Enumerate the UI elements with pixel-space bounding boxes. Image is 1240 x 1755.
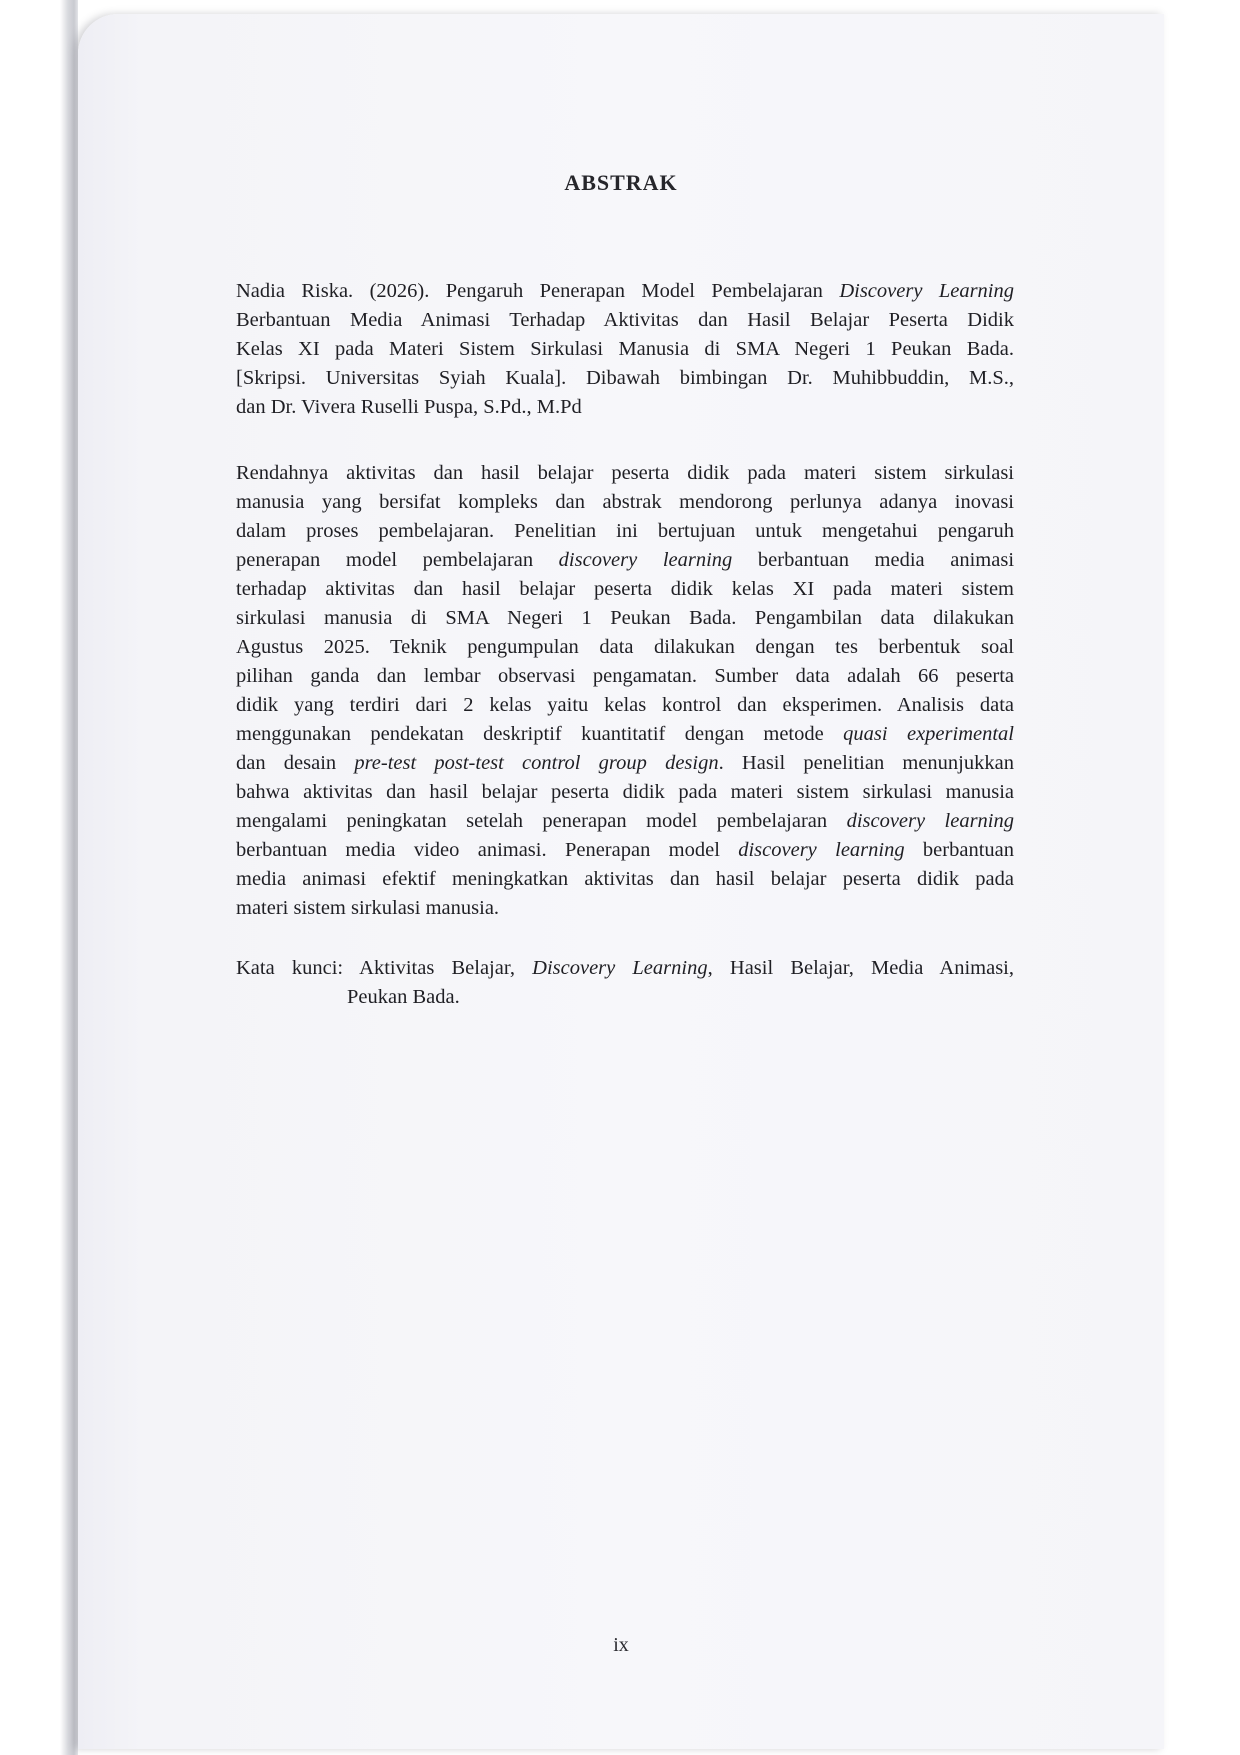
page-number: ix xyxy=(613,1634,629,1656)
page-title: ABSTRAK xyxy=(564,170,678,195)
keywords-block xyxy=(236,954,1014,1012)
citation-block xyxy=(236,277,1014,422)
abstract-line: Agustus 2025. Teknik pengumpulan data dilakukan dengan tes berbentuk soal xyxy=(236,636,1014,658)
abstract-line: penerapan model pembelajaran discovery learning berbantuan media animasi xyxy=(236,549,1015,571)
abstract-body xyxy=(236,459,1014,923)
abstract-line: terhadap aktivitas dan hasil belajar peserta didik kelas XI pada materi sistem xyxy=(236,578,1014,600)
abstract-line: didik yang terdiri dari 2 kelas yaitu kelas kontrol dan eksperimen. Analisis data xyxy=(236,694,1014,716)
abstract-line: media animasi efektif meningkatkan aktivitas dan hasil belajar peserta didik pada xyxy=(236,868,1014,890)
abstract-line: bahwa aktivitas dan hasil belajar peserta didik pada materi sistem sirkulasi manusia xyxy=(236,781,1014,803)
abstract-line: menggunakan pendekatan deskriptif kuantitatif dengan metode quasi experimental xyxy=(236,723,1014,745)
abstract-line: Rendahnya aktivitas dan hasil belajar peserta didik pada materi sistem sirkulasi xyxy=(236,462,1014,484)
citation-line: Nadia Riska. (2026). Pengaruh Penerapan Model Pembelajaran Discovery Learning xyxy=(236,280,1014,302)
abstract-line: berbantuan media video animasi. Penerapan model discovery learning berbantuan xyxy=(236,839,1015,861)
scanner-edge-shadow xyxy=(0,0,78,1755)
abstract-line: pilihan ganda dan lembar observasi pengamatan. Sumber data adalah 66 peserta xyxy=(236,665,1014,687)
abstract-line: dan desain pre-test post-test control group design. Hasil penelitian menunjukkan xyxy=(236,752,1014,774)
abstract-line: mengalami peningkatan setelah penerapan model pembelajaran discovery learning xyxy=(236,810,1014,832)
keywords-line: Kata kunci: Aktivitas Belajar, Discovery Learning, Hasil Belajar, Media Animasi, xyxy=(236,957,1014,979)
abstract-line: materi sistem sirkulasi manusia. xyxy=(236,897,500,919)
abstract-line: sirkulasi manusia di SMA Negeri 1 Peukan Bada. Pengambilan data dilakukan xyxy=(236,607,1014,629)
abstract-line: manusia yang bersifat kompleks dan abstrak mendorong perlunya adanya inovasi xyxy=(236,491,1014,513)
citation-line: Berbantuan Media Animasi Terhadap Aktivitas dan Hasil Belajar Peserta Didik xyxy=(236,309,1014,331)
citation-line: [Skripsi. Universitas Syiah Kuala]. Dibawah bimbingan Dr. Muhibbuddin, M.S., xyxy=(236,367,1014,389)
keywords-continuation: Peukan Bada. xyxy=(347,986,460,1008)
citation-line: dan Dr. Vivera Ruselli Puspa, S.Pd., M.Pd xyxy=(236,396,582,418)
abstract-line: dalam proses pembelajaran. Penelitian ini bertujuan untuk mengetahui pengaruh xyxy=(236,520,1014,542)
citation-line: Kelas XI pada Materi Sistem Sirkulasi Manusia di SMA Negeri 1 Peukan Bada. xyxy=(236,338,1014,360)
